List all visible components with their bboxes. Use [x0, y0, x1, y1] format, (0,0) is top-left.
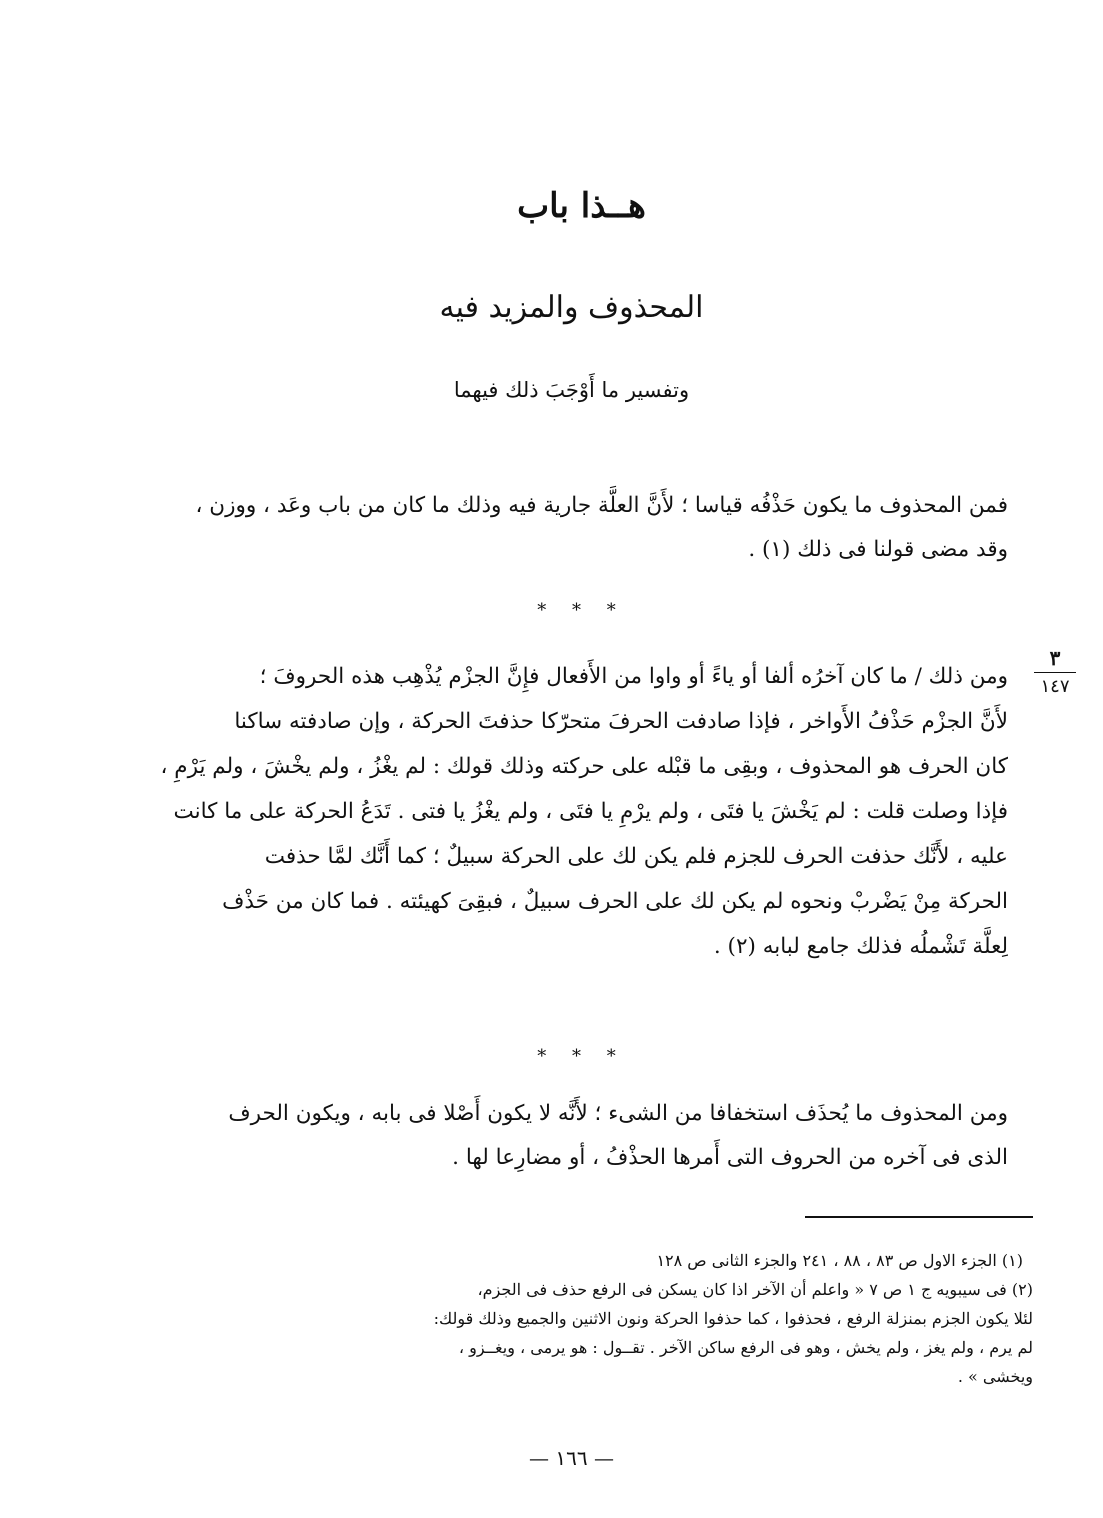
paragraph-2	[150, 654, 1008, 969]
margin-original-page: ١٤٧	[1040, 676, 1070, 697]
text-line: فمن المحذوف ما يكون حَذْفُه قياسا ؛ لأَنَّ العلَّة جارية فيه وذلك ما كان من باب وعَد ، ووزن ،	[195, 493, 1008, 518]
footnote-line: لم يرم ، ولم يغز ، ولم يخش ، وهو فى الرفع ساكن الآخر . تقــول : هو يرمى ، ويغــزو ،	[458, 1338, 1033, 1357]
margin-volume-number: ٣	[1049, 646, 1061, 670]
text-line: الحركة مِنْ يَضْربْ ونحوه لم يكن لك على الحرف سبيلٌ ، فبقِىَ كهيئته . فما كان من حَذْف	[222, 889, 1008, 914]
text-line: لأَنَّ الجزْم حَذْفُ الأَواخر ، فإذا صادفت الحرفَ متحرّكا حذفتَ الحركة ، وإن صادفته ساكنا	[234, 709, 1008, 734]
text-line: ومن المحذوف ما يُحذَف استخفافا من الشىء ؛ لأَنَّه لا يكون أَصْلا فى بابه ، ويكون الحرف	[228, 1101, 1008, 1126]
text-line: ومن ذلك / ما كان آخرُه ألفا أو ياءً أو واوا من الأَفعال فإِنَّ الجزْم يُذْهِب هذه الحروفَ ؛	[259, 664, 1008, 689]
footnote-line: لئلا يكون الجزم بمنزلة الرفع ، فحذفوا ، كما حذفوا الحركة ونون الاثنين والجميع وذلك قولك:	[433, 1309, 1033, 1328]
text-line: عليه ، لأَنَّك حذفت الحرف للجزم فلم يكن لك على الحركة سبيلٌ ؛ كما أَنَّك لمَّا حذفت	[264, 844, 1008, 869]
footnote-divider	[805, 1216, 1033, 1218]
margin-divider	[1034, 672, 1076, 673]
footnote-line: ويخشى » .	[957, 1367, 1033, 1386]
paragraph-1	[150, 484, 1008, 572]
footnotes	[163, 1246, 1033, 1391]
footnote-line: (١) الجزء الاول ص ٨٣ ، ٨٨ ، ٢٤١ والجزء الثانى ص ١٢٨	[656, 1251, 1023, 1270]
text-line: كان الحرف هو المحذوف ، وبقِى ما قبْله على حركته وذلك قولك : لم يغْزُ ، ولم يخْشَ ، ولم يَرْمِ ،	[160, 754, 1008, 779]
paragraph-3	[150, 1092, 1008, 1180]
footnote-line: (٢) فى سيبويه ج ١ ص ٧ « واعلم أن الآخر اذا كان يسكن فى الرفع حذف فى الجزم،	[477, 1280, 1033, 1299]
margin-page-reference	[1030, 646, 1080, 699]
text-line: وقد مضى قولنا فى ذلك (١) .	[748, 537, 1008, 562]
text-line: فإذا وصلت قلت : لم يَخْشَ يا فتَى ، ولم يرْمِ يا فتَى ، ولم يغْزُ يا فتى . تَدَعُ الحركة على ما كانت	[173, 799, 1008, 824]
text-line: الذى فى آخره من الحروف التى أَمرها الحذْفُ ، أو مضارِعا لها .	[452, 1145, 1008, 1170]
chapter-title: المحذوف والمزيد فيه	[439, 290, 704, 325]
section-separator: * * *	[537, 1046, 626, 1067]
text-line: لِعلَّة تَشْملُه فذلك جامع لبابه (٢) .	[713, 934, 1008, 959]
chapter-subtitle: وتفسير ما أَوْجَبَ ذلك فيهما	[453, 378, 690, 402]
chapter-label: هــذا باب	[517, 186, 646, 226]
page-number: — ١٦٦ —	[529, 1446, 614, 1470]
section-separator: * * *	[537, 600, 626, 621]
